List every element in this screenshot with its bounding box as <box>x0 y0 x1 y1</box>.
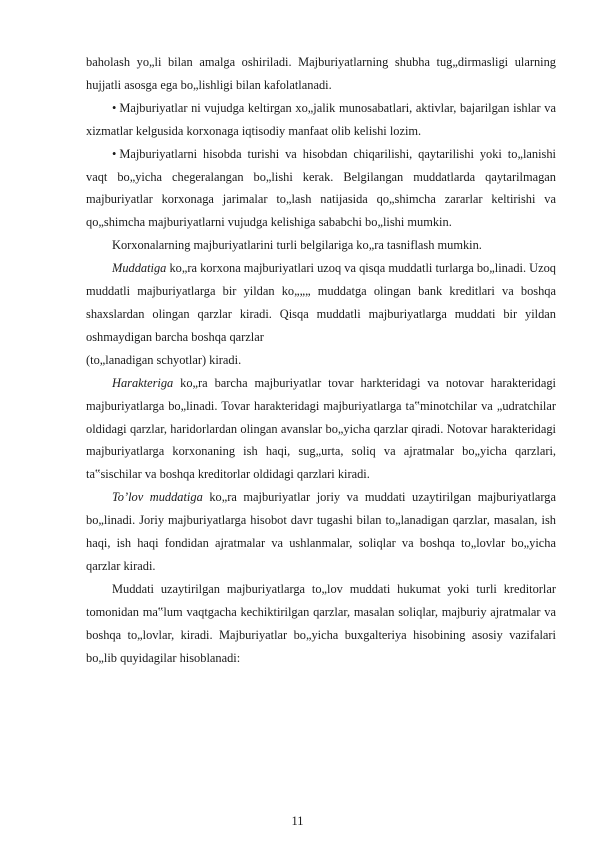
document-page <box>86 51 556 669</box>
paragraph-text: ko„ra barcha majburiyatlar tovar harkteridagi va notovar harakteridagi majburiyatlarga bo„linadi. Tovar harakteridagi majburiyatlarga ta‟minotchilar va „udratchilar oldidagi qarzlar, haridorlardan olingan avanslar bo„yicha qarzlar qiradi. Notovar harakteridagi majburiyatlarga korxonaning ish haqi, sug„urta, soliq va ajratmalar bo„yicha qarzlari, ta‟sischilar va boshqa kreditorlar oldidagi qarzlari kiradi. <box>86 375 556 482</box>
paragraph-text: (to„lanadigan schyotlar) kiradi. <box>86 352 242 367</box>
paragraph <box>86 349 556 372</box>
paragraph <box>86 578 556 670</box>
paragraph-text: Korxonalarning majburiyatlarini turli belgilariga ko„ra tasniflash mumkin. <box>112 238 482 253</box>
paragraph <box>86 234 556 257</box>
term-heading: To’lov muddatiga <box>112 490 203 505</box>
paragraph-text: Majburiyatlarni hisobda turishi va hisobdan chiqarilishi, qaytarilishi yoki to„lanishi vaqt bo„yicha chegeralangan bo„lishi kerak. Belgilangan muddatlarda qaytarilmagan majburiyatlar korxonaga jarimalar to„lash natijasida qo„shimcha zararlar keltirishi va qo„shimcha majburiyatlarni vujudga kelishiga sababchi bo„lishi mumkin. <box>86 146 556 230</box>
term-heading: Harakteriga <box>112 375 174 390</box>
paragraph <box>86 257 556 349</box>
paragraph-text: ko„ra korxona majburiyatlari uzoq va qisqa muddatli turlarga bo„linadi. Uzoq muddatli majburiyatlarga bir yildan ko„„„ muddatga olingan bank kreditlari va boshqa shaxslardan olingan qarzlar kiradi. Qisqa muddatli majburiyatlarga muddati bir yildan oshmaydigan barcha boshqa qarzlar <box>86 261 557 344</box>
bullet-item <box>86 97 556 143</box>
paragraph-text: ko„ra majburiyatlar joriy va muddati uzaytirilgan majburiyatlarga bo„linadi. Joriy majburiyatlarga hisobot davr tugashi bilan to„lanadigan qarzlar, masalan, ish haqi, ish haqi fondidan ajratmalar va ushlanmalar, soliqlar va boshqa to„lovlar bo„yicha qarzlar kiradi. <box>86 490 556 573</box>
paragraph-text: Majburiyatlar ni vujudga keltirgan xo„jalik munosabatlari, aktivlar, bajarilgan ishlar va xizmatlar kelgusida korxonaga iqtisodiy manfaat olib kelishi lozim. <box>86 100 556 138</box>
term-heading: Muddatiga <box>112 261 167 276</box>
paragraph-text: Muddati uzaytirilgan majburiyatlarga to„lov muddati hukumat yoki turli kreditorlar tomonidan ma‟lum vaqtgacha kechiktirilgan qarzlar, masalan soliqlar, majburiy ajratmalar va boshqa to„lovlar, kiradi. Majburiyatlar bo„yicha buxgalteriya hisobining asosiy vazifalari bo„lib quyidagilar hisoblanadi: <box>86 581 556 665</box>
paragraph-text: baholash yo„li bilan amalga oshiriladi. Majburiyatlarning shubha tug„dirmasligi ularning hujjatli asosga ega bo„lishligi bilan kafolatlanadi. <box>86 55 556 92</box>
bullet-item <box>86 143 556 235</box>
bullet-icon: • <box>112 146 117 161</box>
paragraph <box>86 372 556 487</box>
paragraph <box>86 51 556 97</box>
page-number: 11 <box>291 814 304 828</box>
bullet-icon: • <box>112 100 117 115</box>
paragraph <box>86 486 556 578</box>
